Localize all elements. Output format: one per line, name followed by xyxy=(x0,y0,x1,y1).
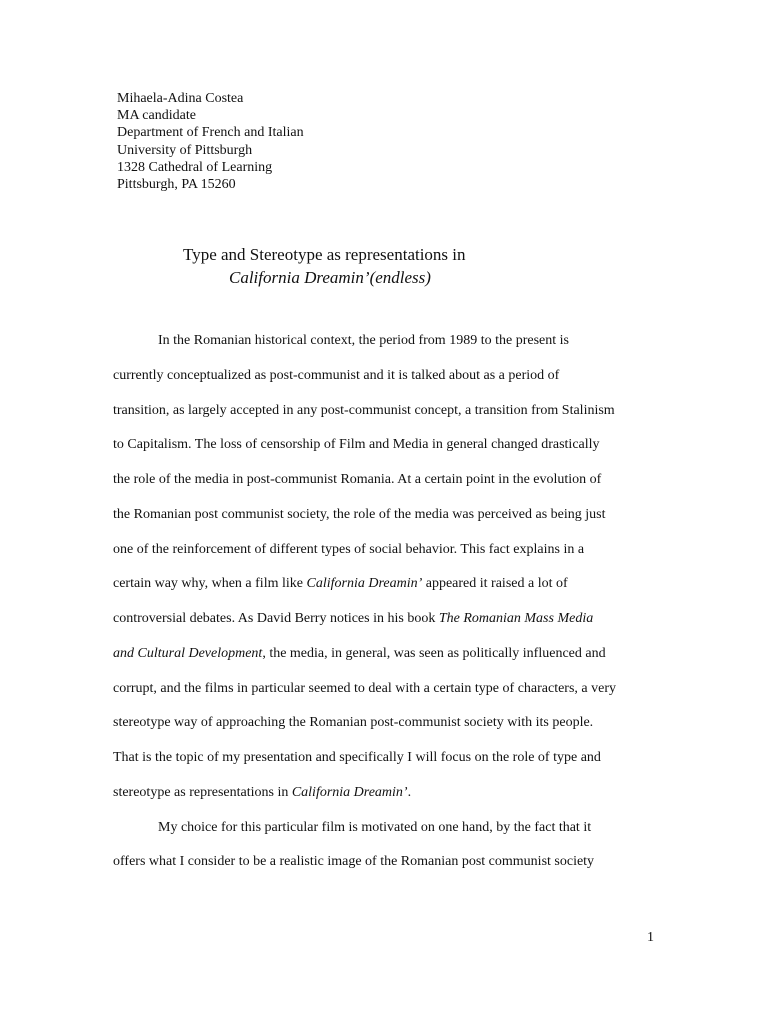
body-line xyxy=(113,644,606,664)
body-text-run: stereotype as representations in xyxy=(113,785,292,800)
body-line: transition, as largely accepted in any post-communist concept, a transition from Stalinism xyxy=(113,403,615,418)
author-name: Mihaela-Adina Costea xyxy=(117,91,244,106)
body-text-run: . xyxy=(407,785,412,800)
body-line xyxy=(113,574,568,594)
body-line: My choice for this particular film is motivated on one hand, by the fact that it xyxy=(158,820,592,835)
body-line xyxy=(113,783,411,803)
paper-title-line-2: California Dreamin’(endless) xyxy=(229,268,431,287)
body-line: offers what I consider to be a realistic image of the Romanian post communist society xyxy=(113,854,595,869)
film-title-italic: California Dreamin’ xyxy=(291,785,408,800)
body-line: to Capitalism. The loss of censorship of Film and Media in general changed drastically xyxy=(113,437,600,452)
body-line: one of the reinforcement of different types of social behavior. This fact explains in a xyxy=(113,542,585,557)
book-title-italic: and Cultural Development xyxy=(113,646,263,661)
body-text-run: appeared it raised a lot of xyxy=(422,576,568,591)
body-line: corrupt, and the films in particular seemed to deal with a certain type of characters, a very xyxy=(113,681,617,696)
page-number: 1 xyxy=(647,930,654,945)
body-line: the role of the media in post-communist Romania. At a certain point in the evolution of xyxy=(113,472,602,487)
film-title-italic: California Dreamin’ xyxy=(306,576,423,591)
body-line: In the Romanian historical context, the period from 1989 to the present is xyxy=(158,333,569,348)
author-city: Pittsburgh, PA 15260 xyxy=(117,177,236,193)
body-line: currently conceptualized as post-communist and it is talked about as a period of xyxy=(113,368,560,383)
body-line xyxy=(113,609,593,629)
body-line: That is the topic of my presentation and specifically I will focus on the role of type and xyxy=(113,750,601,765)
body-text-run: certain way why, when a film like xyxy=(113,576,307,591)
body-text-run: controversial debates. As David Berry notices in his book xyxy=(113,611,439,626)
author-department: Department of French and Italian xyxy=(117,125,304,141)
body-text-run: , the media, in general, was seen as politically influenced and xyxy=(262,646,606,661)
author-street: 1328 Cathedral of Learning xyxy=(117,159,273,175)
paper-title-line-1: Type and Stereotype as representations in xyxy=(183,245,466,264)
author-university: University of Pittsburgh xyxy=(117,142,253,158)
body-line: the Romanian post communist society, the role of the media was perceived as being just xyxy=(113,507,606,522)
body-line: stereotype way of approaching the Romanian post-communist society with its people. xyxy=(113,715,594,730)
author-position: MA candidate xyxy=(117,108,196,124)
author-address-block xyxy=(117,90,304,193)
book-title-italic: The Romanian Mass Media xyxy=(438,611,594,626)
